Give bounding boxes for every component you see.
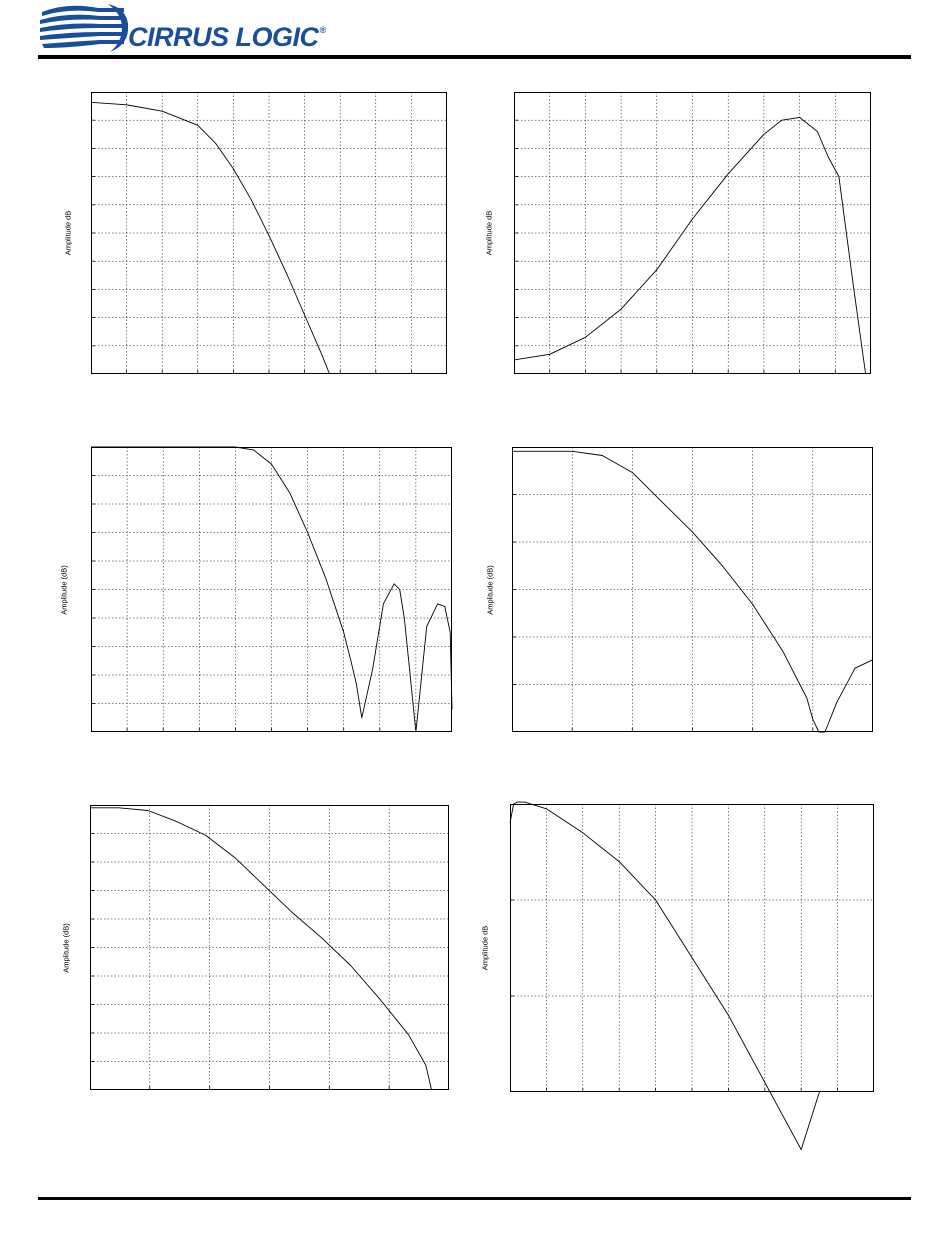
grid <box>512 447 873 732</box>
series-line <box>514 117 866 374</box>
grid <box>90 805 449 1090</box>
chart-1 <box>91 92 447 374</box>
chart-4 <box>512 447 873 732</box>
registered-mark: ® <box>319 25 326 35</box>
chart-3 <box>91 447 452 732</box>
footer-rule <box>38 1197 911 1200</box>
chart-4-ylabel: Amplitude (dB) <box>485 565 495 615</box>
cirrus-logo-swoosh-icon <box>38 4 128 54</box>
grid <box>514 92 871 374</box>
header-rule <box>38 55 911 59</box>
chart-4-plot <box>512 447 873 732</box>
chart-6-ylabel: Amplitude dB <box>480 925 490 971</box>
grid <box>91 447 452 732</box>
grid <box>510 804 874 1092</box>
page-header <box>0 0 950 70</box>
chart-5 <box>90 805 449 1090</box>
grid <box>91 92 447 374</box>
series-line <box>90 808 432 1090</box>
brand-logo <box>128 22 326 53</box>
chart-2-ylabel: Amplitude dB <box>484 210 494 256</box>
chart-2-plot <box>514 92 871 374</box>
chart-2 <box>514 92 871 374</box>
chart-5-ylabel: Amplitude (dB) <box>61 923 71 973</box>
chart-5-plot <box>90 805 449 1090</box>
chart-1-ylabel: Amplitude dB <box>63 210 73 256</box>
brand-name: CIRRUS LOGIC <box>128 22 319 52</box>
chart-6 <box>510 804 874 1092</box>
chart-3-ylabel: Amplitude (dB) <box>59 565 69 615</box>
series-line <box>510 802 819 1150</box>
chart-1-plot <box>91 92 447 374</box>
chart-3-plot <box>91 447 452 732</box>
series-line <box>91 102 330 374</box>
chart-6-plot <box>510 804 874 1092</box>
